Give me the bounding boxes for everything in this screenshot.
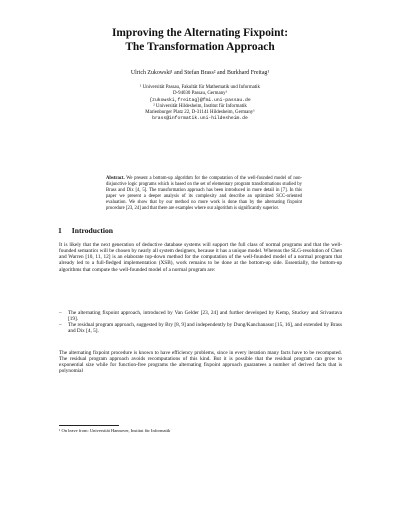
- approach-list: [59, 310, 342, 335]
- abstract-text: We present a bottom-up algorithm for the computation of the well-founded model of non-disjunctive logic programs which is based on the set of elementary program transformations studied by Brass and Dix [4, 5]. The transformation approach has been introduced in more detail in [7]. In this paper we present a deeper analysis of its complexity and describe an optimized SCC-oriented evaluation. We show that by our method no more work is done than by the alternating fixpoint procedure [23, 24] and that there are examples where our algorithm is significantly superior.: [106, 176, 302, 212]
- intro-paragraph-1: It is likely that the next generation of deductive database systems will support the full class of normal programs and that the well-founded semantics will be chosen by nearly all system designers, because it has a unique model. Whereas the SLG-resolution of Chen and Warren [10, 11, 12] is an elaborate top-down method for the computation of the well-founded model of a normal program that already led to a full-fledged implementation (XSB), work remains to be done at the bottom-up side. Essentially, the bottom-up algorithms that compute the well-founded model of a normal program are:: [59, 242, 342, 273]
- list-item-text: The alternating fixpoint approach, introduced by Van Gelder [23, 24] and further developed by Kemp, Stuckey and Srivastava [19].: [68, 310, 342, 323]
- footnote-rule: [59, 425, 119, 426]
- paper-title: [0, 27, 400, 54]
- affiliation-line: ² Universität Hildesheim, Institut für Informatik: [153, 103, 247, 109]
- list-item-text: The residual program approach, suggested by Bry [8, 9] and independently by Dung/Kanchanasut [15, 16], and extended by Brass and Dix [4, 5].: [68, 322, 342, 335]
- intro-paragraph-2: The alternating fixpoint procedure is known to have efficiency problems, since in every iteration many facts have to be recomputed. The residual program approach avoids recomputations of this kind. But it is possible that the residual program can grow to exponential size while for function-free programs the alternating fixpoint approach guarantees a number of derived facts that is polynomial: [59, 350, 342, 375]
- section-number: 1: [58, 226, 62, 235]
- affiliation-line: Marienburger Platz 22, D-31141 Hildesheim, Germany¹: [145, 110, 255, 116]
- title-line-2: The Transformation Approach: [125, 40, 275, 53]
- abstract-label: Abstract.: [106, 176, 125, 181]
- abstract: [106, 176, 302, 213]
- affiliation-line: ¹ Universität Passau, Fakultät für Mathematik und Informatik: [140, 85, 260, 90]
- email-address: brass@informatik.uni-hildesheim.de: [152, 116, 248, 122]
- list-item: – The alternating fixpoint approach, introduced by Van Gelder [23, 24] and further developed by Kemp, Stuckey and Srivastava [19].: [59, 310, 342, 323]
- author-list: Ulrich Zukowski¹ and Stefan Brass² and Burkhard Freitag¹: [130, 70, 270, 76]
- affiliation-line: D-94030 Passau, Germany¹: [172, 91, 228, 97]
- list-item: – The residual program approach, suggested by Bry [8, 9] and independently by Dung/Kanchanasut [15, 16], and extended by Brass and Dix [4, 5].: [59, 322, 342, 335]
- affiliations: [0, 85, 400, 123]
- section-heading: [58, 226, 123, 235]
- email-address: {zukowski,freitag}@fmi.uni-passau.de: [149, 97, 251, 103]
- footnote: ¹ On leave from: Universität Hannover, Institut für Informatik: [59, 428, 171, 433]
- title-line-1: Improving the Alternating Fixpoint:: [111, 27, 289, 39]
- section-title: Introduction: [71, 226, 114, 235]
